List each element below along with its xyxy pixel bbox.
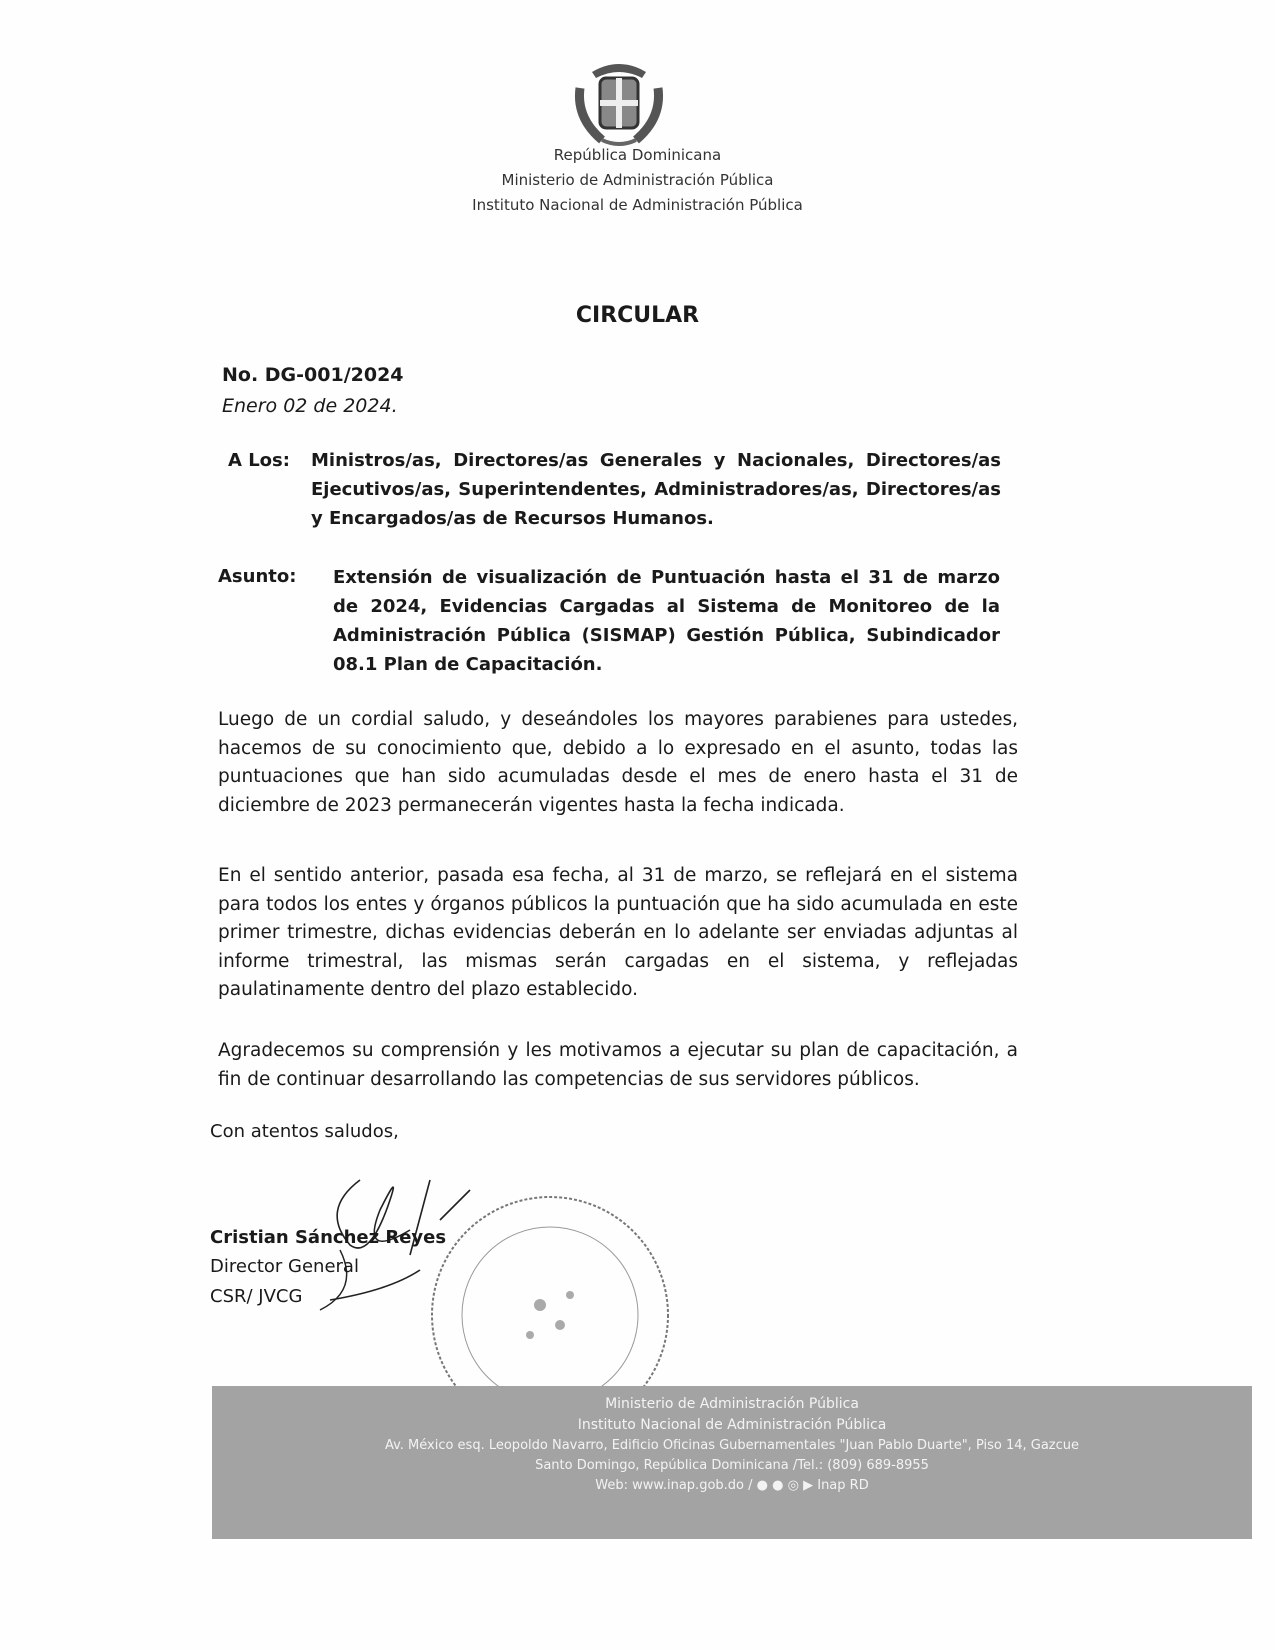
- coat-of-arms-logo: [572, 58, 666, 150]
- recipients-text: Ministros/as, Directores/as Generales y Nacionales, Directores/as Ejecutivos/as, Superintendentes, Administradores/as, Directores/as y Encargados/as de Recursos Humanos.: [311, 450, 1001, 529]
- footer-ministry: Ministerio de Administración Pública: [605, 1396, 859, 1412]
- facebook-icon[interactable]: ●: [756, 1478, 768, 1493]
- subject-text: Extensión de visualización de Puntuación hasta el 31 de marzo de 2024, Evidencias Cargadas al Sistema de Monitoreo de la Administración Pública (SISMAP) Gestión Pública, Subindicador 08.1 Plan de Capacitación.: [333, 567, 1000, 675]
- instagram-icon[interactable]: ◎: [787, 1478, 799, 1493]
- header-country: República Dominicana: [553, 146, 722, 164]
- document-title: CIRCULAR: [575, 303, 700, 328]
- circular-date: Enero 02 de 2024.: [222, 395, 398, 417]
- header-institute: Instituto Nacional de Administración Pública: [472, 196, 803, 214]
- footer-web-text[interactable]: Web: www.inap.gob.do /: [595, 1478, 753, 1493]
- paragraph-2: En el sentido anterior, pasada esa fecha, al 31 de marzo, se reflejará en el sistema para todos los entes y órganos públicos la puntuación que ha sido acumulada en este primer trimestre, dichas evidencias deberán en lo adelante ser enviadas adjuntas al informe trimestral, las mismas serán cargadas en el sistema, y reflejadas paulatinamente dentro del plazo establecido.: [218, 865, 1018, 1000]
- footer-band: [212, 1386, 1252, 1539]
- circular-number: No. DG-001/2024: [222, 364, 404, 386]
- youtube-icon[interactable]: ▶: [803, 1478, 814, 1493]
- official-seal: [410, 1185, 690, 1405]
- closing: Con atentos saludos,: [210, 1121, 399, 1142]
- footer-web: [212, 1478, 1252, 1493]
- signer-title: Director General: [210, 1256, 359, 1277]
- footer-phone: Santo Domingo, República Dominicana /Tel.: (809) 689-8955: [535, 1458, 929, 1473]
- initials: CSR/ JVCG: [210, 1286, 303, 1307]
- footer-institute: Instituto Nacional de Administración Pública: [577, 1417, 887, 1433]
- signer-name: Cristian Sánchez Reyes: [210, 1227, 447, 1248]
- paragraph-3: Agradecemos su comprensión y les motivamos a ejecutar su plan de capacitación, a fin de continuar desarrollando las competencias de sus servidores públicos.: [218, 1040, 1018, 1090]
- footer-address: Av. México esq. Leopoldo Navarro, Edificio Oficinas Gubernamentales "Juan Pablo Duarte", Piso 14, Gazcue: [384, 1438, 1080, 1453]
- social-handle: Inap RD: [817, 1478, 869, 1493]
- recipients-label: A Los:: [228, 450, 290, 471]
- header-ministry: Ministerio de Administración Pública: [501, 171, 774, 189]
- twitter-icon[interactable]: ●: [772, 1478, 784, 1493]
- paragraph-1: Luego de un cordial saludo, y deseándoles los mayores parabienes para ustedes, hacemos de su conocimiento que, debido a lo expresado en el asunto, todas las puntuaciones que han sido acumuladas desde el mes de enero hasta el 31 de diciembre de 2023 permanecerán vigentes hasta la fecha indicada.: [218, 709, 1018, 816]
- subject-label: Asunto:: [218, 566, 297, 587]
